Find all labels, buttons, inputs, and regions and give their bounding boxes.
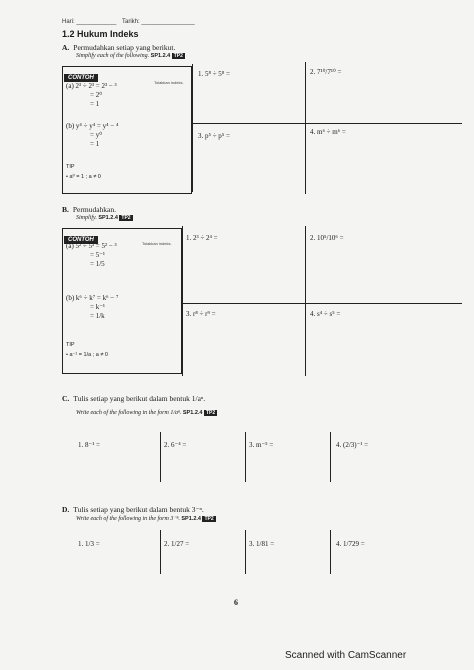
example-a-part-a: (a) 2³ ÷ 2³ = 2³ − ³ = 2⁰ = 1	[66, 82, 117, 108]
question-c2: 2. 6⁻⁴ =	[164, 441, 187, 449]
tip-label-a: TIP	[66, 164, 75, 170]
question-d4: 4. 1/729 =	[336, 540, 365, 548]
page-number: 6	[234, 598, 238, 607]
section-d-title: D. Tulis setiap yang berikut dalam bentuk 3⁻ⁿ.	[62, 505, 204, 514]
question-d3: 3. 1/81 =	[249, 540, 275, 548]
hari-label: Hari: ____________	[62, 19, 117, 25]
question-a4: 4. m⁶ ÷ m⁶ =	[310, 128, 346, 136]
section-c-english: Write each of the following in the form 1/aⁿ. SP1.2.4 TP2	[76, 410, 216, 416]
question-a3: 3. p⁵ ÷ p⁵ =	[198, 132, 230, 140]
section-d-english: Write each of the following in the form 3⁻ⁿ. SP1.2.4 TP2	[76, 516, 214, 522]
tolakkan-note-a: Tolakkan indeks.	[154, 80, 184, 85]
section-a-english: Simplify each of the following. SP1.2.4 TP2	[76, 53, 183, 59]
contoh-badge-a: CONTOH	[64, 74, 98, 82]
tip-label-b: TIP	[66, 342, 75, 348]
question-a1: 1. 5⁸ ÷ 5⁸ =	[198, 70, 230, 78]
question-b3: 3. r⁸ ÷ r⁹ =	[186, 310, 216, 318]
tip-text-a: • a⁰ = 1 ; a ≠ 0	[66, 174, 101, 180]
question-b4: 4. s⁴ ÷ s⁵ =	[310, 310, 341, 318]
question-d2: 2. 1/27 =	[164, 540, 190, 548]
question-b1: 1. 2³ ÷ 2⁴ =	[186, 234, 218, 242]
section-c-title: C. Tulis setiap yang berikut dalam bentuk 1/aⁿ.	[62, 394, 206, 403]
question-a2: 2. 7¹⁰/7¹⁰ =	[310, 68, 342, 76]
camscanner-footer: Scanned with CamScanner	[285, 650, 407, 661]
section-a-title: A. Permudahkan setiap yang berikut.	[62, 43, 176, 52]
example-b-part-b: (b) k⁶ ÷ k⁷ = k⁶ − ⁷ = k⁻¹ = 1/k	[66, 294, 119, 320]
example-b-part-a: (a) 5² ÷ 5³ = 5² − ³ = 5⁻¹ = 1/5	[66, 242, 117, 268]
tip-text-b: • a⁻¹ = 1/a ; a ≠ 0	[66, 352, 108, 358]
page-title: 1.2 Hukum Indeks	[62, 29, 139, 39]
contoh-badge-b: CONTOH	[64, 236, 98, 244]
question-c3: 3. m⁻⁵ =	[249, 441, 274, 449]
question-b2: 2. 10⁵/10⁶ =	[310, 234, 344, 242]
section-b-english: Simplify. SP1.2.4 TP2	[76, 215, 131, 221]
question-d1: 1. 1/3 =	[78, 540, 100, 548]
tolakkan-note-b: Tolakkan indeks.	[142, 241, 172, 246]
question-c4: 4. (2/3)⁻¹ =	[336, 441, 369, 449]
example-a-part-b: (b) y⁴ ÷ y⁴ = y⁴ − ⁴ = y⁰ = 1	[66, 122, 119, 148]
question-c1: 1. 8⁻¹ =	[78, 441, 100, 449]
tarikh-label: Tarikh: ________________	[122, 19, 195, 25]
section-b-title: B. Permudahkan.	[62, 205, 117, 214]
